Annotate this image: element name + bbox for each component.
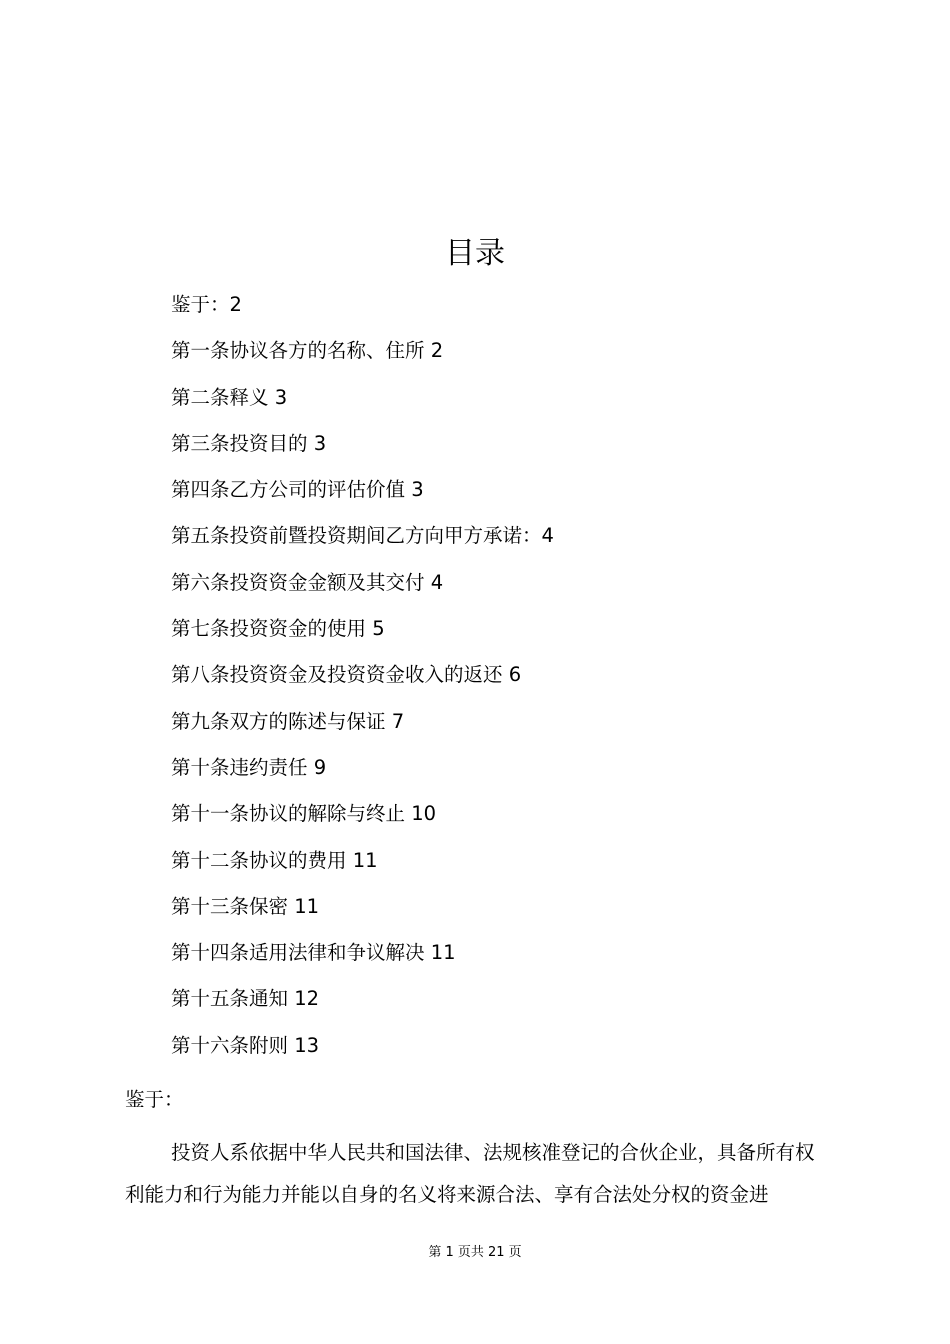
toc-item[interactable]: 鉴于：2 xyxy=(171,293,242,316)
toc-item[interactable]: 第四条乙方公司的评估价值 3 xyxy=(171,478,424,502)
toc-item[interactable]: 第十条违约责任 9 xyxy=(171,755,327,779)
toc-item[interactable]: 第六条投资资金金额及其交付 4 xyxy=(171,570,444,594)
toc-item[interactable]: 第九条双方的陈述与保证 7 xyxy=(171,709,405,733)
toc-item[interactable]: 第一条协议各方的名称、住所 2 xyxy=(171,339,444,363)
toc-item[interactable]: 第八条投资资金及投资资金收入的返还 6 xyxy=(171,663,522,687)
body-paragraph: 投资人系依据中华人民共和国法律、法规核准登记的合伙企业，具备所有权利能力和行为能力并能以自身的名义将来源合法、享有合法处分权的资金进 xyxy=(125,1141,815,1206)
toc-item[interactable]: 第七条投资资金的使用 5 xyxy=(171,617,385,641)
toc-item[interactable]: 第十四条适用法律和争议解决 11 xyxy=(171,941,456,965)
toc-item[interactable]: 第十六条附则 13 xyxy=(171,1033,320,1057)
page-footer: 第 1 页共 21 页 xyxy=(428,1245,522,1260)
toc-item[interactable]: 第十三条保密 11 xyxy=(171,894,320,918)
toc-item[interactable]: 第二条释义 3 xyxy=(171,385,288,409)
toc-item[interactable]: 第十一条协议的解除与终止 10 xyxy=(171,802,437,826)
toc-item[interactable]: 第十五条通知 12 xyxy=(171,987,320,1011)
section-heading: 鉴于： xyxy=(125,1088,184,1111)
toc-title: 目录 xyxy=(445,236,505,272)
toc-item[interactable]: 第十二条协议的费用 11 xyxy=(171,848,378,872)
toc-item[interactable]: 第五条投资前暨投资期间乙方向甲方承诺：4 xyxy=(171,524,554,548)
toc-list xyxy=(171,282,554,1069)
toc-item[interactable]: 第三条投资目的 3 xyxy=(171,431,327,455)
